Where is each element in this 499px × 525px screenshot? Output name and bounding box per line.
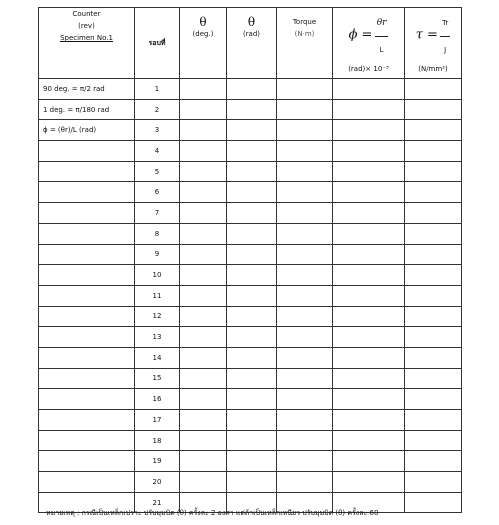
header-theta-deg	[180, 8, 227, 79]
header-rev-label: (rev)	[78, 22, 95, 30]
theta-rad-cell[interactable]	[227, 389, 277, 410]
table-row	[39, 430, 462, 451]
header-tau-unit: (N/mm²)	[418, 65, 448, 73]
torque-cell[interactable]	[277, 451, 333, 472]
round-number-cell	[135, 306, 180, 327]
header-theta-deg-symbol: θ	[199, 15, 207, 29]
table-row	[39, 472, 462, 493]
theta-rad-cell[interactable]	[227, 203, 277, 224]
round-number: 16	[152, 395, 162, 404]
torque-cell[interactable]	[277, 347, 333, 368]
round-number-cell	[135, 430, 180, 451]
specimen-cell	[39, 265, 135, 286]
specimen-cell	[39, 368, 135, 389]
table-row	[39, 203, 462, 224]
round-number: 2	[154, 105, 160, 114]
torque-cell[interactable]	[277, 223, 333, 244]
round-number: 6	[154, 188, 160, 197]
header-phi-den: L	[379, 46, 384, 54]
round-number-cell	[135, 161, 180, 182]
phi-cell[interactable]	[333, 182, 405, 203]
header-torque-unit: (N·m)	[294, 30, 315, 38]
phi-cell[interactable]	[333, 430, 405, 451]
header-round-label: รอบที่	[148, 38, 166, 47]
header-phi-formula	[333, 10, 404, 63]
theta-deg-cell[interactable]	[180, 285, 227, 306]
theta-rad-cell[interactable]	[227, 223, 277, 244]
tau-cell[interactable]	[405, 306, 462, 327]
specimen-cell	[39, 306, 135, 327]
theta-rad-cell[interactable]	[227, 368, 277, 389]
round-number: 7	[154, 208, 160, 217]
table-row	[39, 347, 462, 368]
theta-deg-cell[interactable]	[180, 306, 227, 327]
table-row	[39, 99, 462, 120]
theta-rad-cell[interactable]	[227, 99, 277, 120]
conversion-note: ϕ = (θr)/L (rad)	[43, 126, 97, 135]
specimen-cell	[39, 79, 135, 100]
table-row	[39, 79, 462, 100]
tau-cell[interactable]	[405, 79, 462, 100]
theta-rad-cell[interactable]	[227, 327, 277, 348]
tau-cell[interactable]	[405, 265, 462, 286]
specimen-cell	[39, 472, 135, 493]
table-row	[39, 389, 462, 410]
round-number: 10	[152, 271, 162, 280]
torque-cell[interactable]	[277, 182, 333, 203]
round-number: 11	[152, 291, 162, 300]
torque-cell[interactable]	[277, 161, 333, 182]
round-number-cell	[135, 120, 180, 141]
specimen-cell	[39, 389, 135, 410]
round-number: 8	[154, 229, 160, 238]
header-phi-fraction	[375, 10, 389, 63]
header-phi-lhs: ϕ =	[348, 27, 373, 43]
torque-cell[interactable]	[277, 141, 333, 162]
round-number: 20	[152, 477, 162, 486]
header-theta-deg-unit: (deg.)	[192, 30, 214, 38]
tau-cell[interactable]	[405, 99, 462, 120]
round-number-cell	[135, 327, 180, 348]
torque-cell[interactable]	[277, 99, 333, 120]
torque-cell[interactable]	[277, 79, 333, 100]
specimen-cell	[39, 451, 135, 472]
theta-rad-cell[interactable]	[227, 451, 277, 472]
round-number-cell	[135, 223, 180, 244]
table-row	[39, 327, 462, 348]
tau-cell[interactable]	[405, 244, 462, 265]
header-phi-unit: (rad)× 10⁻³	[348, 65, 389, 73]
header-phi-num: θr	[375, 10, 389, 37]
table-row	[39, 410, 462, 431]
specimen-cell	[39, 410, 135, 431]
theta-rad-cell[interactable]	[227, 244, 277, 265]
torque-cell[interactable]	[277, 368, 333, 389]
tau-cell[interactable]	[405, 203, 462, 224]
header-theta-rad-symbol: θ	[247, 15, 256, 29]
round-number: 14	[152, 353, 162, 362]
theta-deg-cell[interactable]	[180, 120, 227, 141]
header-theta-rad-unit: (rad)	[242, 30, 261, 38]
round-number-cell	[135, 451, 180, 472]
theta-rad-cell[interactable]	[227, 79, 277, 100]
table-row	[39, 265, 462, 286]
round-number: 21	[152, 498, 162, 507]
specimen-cell	[39, 161, 135, 182]
round-number: 13	[152, 333, 162, 342]
conversion-note: 1 deg. = π/180 rad	[43, 105, 110, 114]
round-number-cell	[135, 285, 180, 306]
specimen-cell	[39, 99, 135, 120]
theta-deg-cell[interactable]	[180, 472, 227, 493]
tau-cell[interactable]	[405, 451, 462, 472]
round-number-cell	[135, 141, 180, 162]
round-number: 1	[154, 84, 160, 93]
data-table	[38, 7, 462, 513]
theta-rad-cell[interactable]	[227, 141, 277, 162]
table-row	[39, 451, 462, 472]
torque-cell[interactable]	[277, 285, 333, 306]
phi-cell[interactable]	[333, 389, 405, 410]
torque-cell[interactable]	[277, 265, 333, 286]
torque-cell[interactable]	[277, 430, 333, 451]
phi-cell[interactable]	[333, 472, 405, 493]
theta-deg-cell[interactable]	[180, 451, 227, 472]
round-number: 18	[152, 436, 162, 445]
theta-deg-cell[interactable]	[180, 368, 227, 389]
round-number: 4	[154, 146, 160, 155]
round-number-cell	[135, 389, 180, 410]
torque-cell[interactable]	[277, 244, 333, 265]
header-tau-formula	[405, 10, 461, 63]
tau-cell[interactable]	[405, 120, 462, 141]
torque-cell[interactable]	[277, 120, 333, 141]
table-row	[39, 244, 462, 265]
theta-deg-cell[interactable]	[180, 410, 227, 431]
specimen-cell	[39, 203, 135, 224]
specimen-cell	[39, 244, 135, 265]
round-number: 15	[152, 374, 162, 383]
data-rows	[39, 79, 462, 513]
round-number: 17	[152, 415, 162, 424]
round-number: 19	[152, 457, 162, 466]
header-tau-den: J	[444, 46, 447, 54]
table-row	[39, 306, 462, 327]
tau-cell[interactable]	[405, 327, 462, 348]
torque-cell[interactable]	[277, 327, 333, 348]
conversion-note: 90 deg. = π/2 rad	[43, 84, 105, 93]
tau-cell[interactable]	[405, 389, 462, 410]
specimen-cell	[39, 347, 135, 368]
theta-deg-cell[interactable]	[180, 430, 227, 451]
tau-cell[interactable]	[405, 223, 462, 244]
theta-deg-cell[interactable]	[180, 141, 227, 162]
phi-cell[interactable]	[333, 223, 405, 244]
phi-cell[interactable]	[333, 327, 405, 348]
round-number-cell	[135, 472, 180, 493]
round-number-cell	[135, 79, 180, 100]
table-row	[39, 120, 462, 141]
round-number-cell	[135, 347, 180, 368]
tau-cell[interactable]	[405, 430, 462, 451]
specimen-cell	[39, 223, 135, 244]
round-number: 5	[154, 167, 160, 176]
phi-cell[interactable]	[333, 120, 405, 141]
header-specimen-label: Specimen No.1	[60, 34, 113, 42]
torque-cell[interactable]	[277, 472, 333, 493]
theta-rad-cell[interactable]	[227, 161, 277, 182]
phi-cell[interactable]	[333, 79, 405, 100]
phi-cell[interactable]	[333, 244, 405, 265]
torque-cell[interactable]	[277, 203, 333, 224]
tau-cell[interactable]	[405, 347, 462, 368]
tau-cell[interactable]	[405, 492, 462, 513]
theta-deg-cell[interactable]	[180, 244, 227, 265]
header-tau-num: Tr	[440, 10, 450, 37]
round-number-cell	[135, 203, 180, 224]
header-counter	[39, 8, 135, 79]
header-tau-fraction	[440, 10, 450, 63]
round-number: 3	[154, 126, 160, 135]
specimen-cell	[39, 120, 135, 141]
phi-cell[interactable]	[333, 203, 405, 224]
specimen-cell	[39, 430, 135, 451]
theta-deg-cell[interactable]	[180, 203, 227, 224]
table-row	[39, 161, 462, 182]
theta-rad-cell[interactable]	[227, 410, 277, 431]
header-torque-label: Torque	[292, 18, 317, 26]
phi-cell[interactable]	[333, 285, 405, 306]
theta-rad-cell[interactable]	[227, 265, 277, 286]
header-torque	[277, 8, 333, 79]
theta-deg-cell[interactable]	[180, 265, 227, 286]
header-theta-rad	[227, 8, 277, 79]
phi-cell[interactable]	[333, 161, 405, 182]
round-number-cell	[135, 182, 180, 203]
theta-rad-cell[interactable]	[227, 285, 277, 306]
theta-deg-cell[interactable]	[180, 347, 227, 368]
table-row	[39, 182, 462, 203]
theta-rad-cell[interactable]	[227, 120, 277, 141]
tau-cell[interactable]	[405, 472, 462, 493]
specimen-cell	[39, 141, 135, 162]
header-counter-label: Counter	[72, 10, 101, 18]
round-number: 9	[154, 250, 160, 259]
specimen-cell	[39, 182, 135, 203]
footnote: หมายเหตุ : กรณีเป็นเหล็กเปราะ ปรับมุมบิด (θ) ครั้งละ 2 องศา แต่ถ้าเป็นเหล็กเหนียว ปรับมุมบิด (θ) ครั้งละ 60	[46, 509, 379, 517]
specimen-cell	[39, 327, 135, 348]
phi-cell[interactable]	[333, 141, 405, 162]
phi-cell[interactable]	[333, 410, 405, 431]
theta-deg-cell[interactable]	[180, 99, 227, 120]
theta-deg-cell[interactable]	[180, 389, 227, 410]
table-row	[39, 223, 462, 244]
theta-deg-cell[interactable]	[180, 223, 227, 244]
torque-cell[interactable]	[277, 389, 333, 410]
theta-rad-cell[interactable]	[227, 182, 277, 203]
theta-deg-cell[interactable]	[180, 327, 227, 348]
phi-cell[interactable]	[333, 265, 405, 286]
table-row	[39, 285, 462, 306]
round-number-cell	[135, 265, 180, 286]
tau-cell[interactable]	[405, 141, 462, 162]
round-number-cell	[135, 368, 180, 389]
table-row	[39, 368, 462, 389]
round-number: 12	[152, 312, 162, 321]
round-number-cell	[135, 99, 180, 120]
header-tau-lhs: τ =	[415, 27, 438, 43]
torsion-data-sheet	[38, 7, 454, 507]
theta-deg-cell[interactable]	[180, 161, 227, 182]
round-number-cell	[135, 244, 180, 265]
theta-rad-cell[interactable]	[227, 472, 277, 493]
theta-rad-cell[interactable]	[227, 347, 277, 368]
specimen-cell	[39, 285, 135, 306]
theta-rad-cell[interactable]	[227, 430, 277, 451]
tau-cell[interactable]	[405, 285, 462, 306]
tau-cell[interactable]	[405, 182, 462, 203]
tau-cell[interactable]	[405, 368, 462, 389]
table-row	[39, 141, 462, 162]
phi-cell[interactable]	[333, 99, 405, 120]
phi-cell[interactable]	[333, 451, 405, 472]
torque-cell[interactable]	[277, 410, 333, 431]
phi-cell[interactable]	[333, 347, 405, 368]
tau-cell[interactable]	[405, 161, 462, 182]
theta-deg-cell[interactable]	[180, 182, 227, 203]
header-round	[135, 8, 180, 79]
tau-cell[interactable]	[405, 410, 462, 431]
round-number-cell	[135, 410, 180, 431]
theta-deg-cell[interactable]	[180, 79, 227, 100]
phi-cell[interactable]	[333, 306, 405, 327]
header-row	[39, 8, 462, 79]
theta-rad-cell[interactable]	[227, 306, 277, 327]
torque-cell[interactable]	[277, 306, 333, 327]
header-tau	[405, 8, 462, 79]
header-phi	[333, 8, 405, 79]
phi-cell[interactable]	[333, 368, 405, 389]
